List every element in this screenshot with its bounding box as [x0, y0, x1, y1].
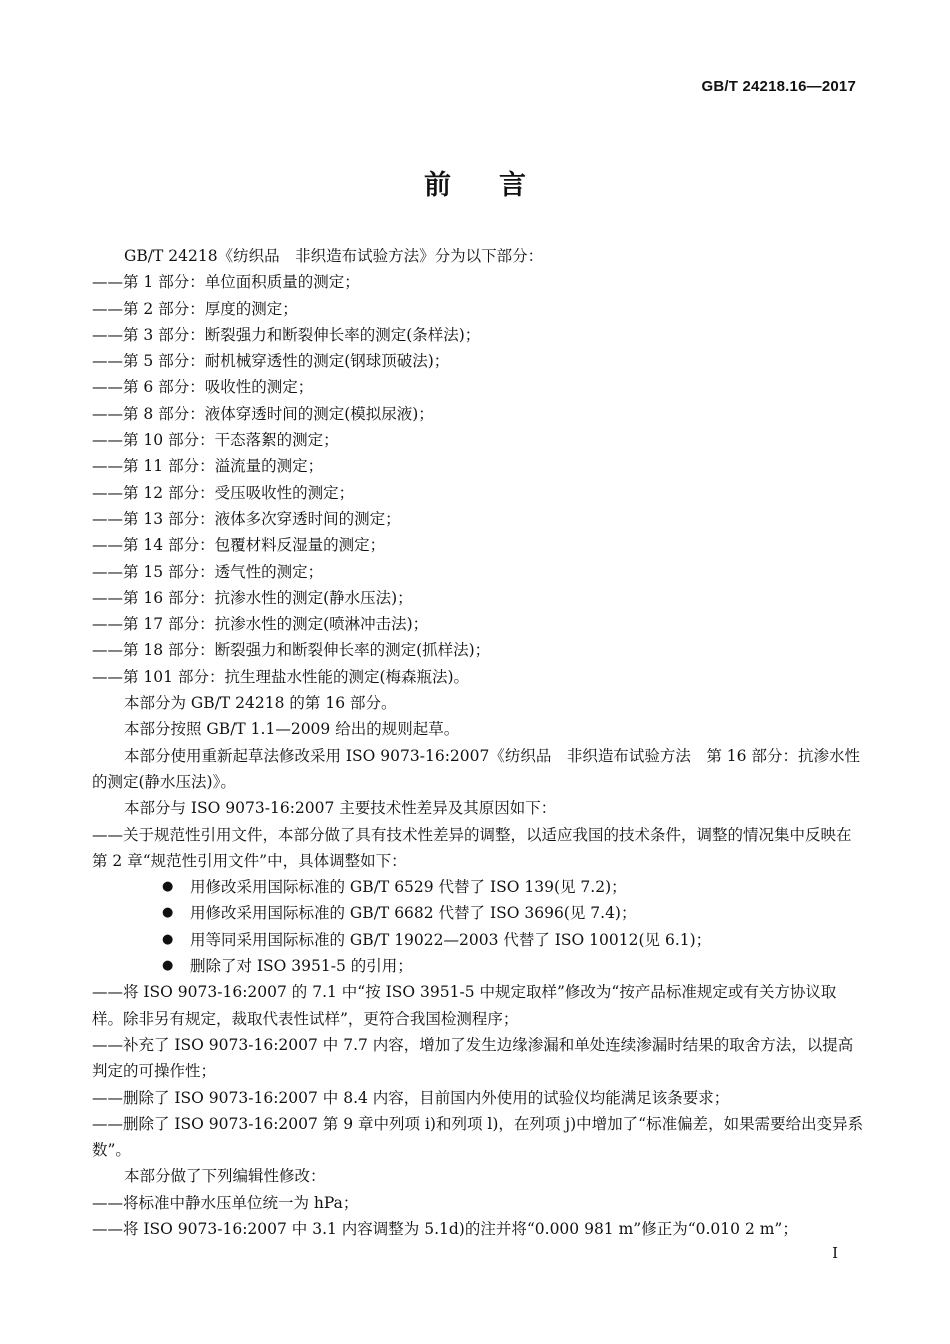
part-item: ——第 13 部分：液体多次穿透时间的测定； [92, 509, 401, 528]
part-item: ——第 16 部分：抗渗水性的测定(静水压法)； [92, 588, 413, 607]
part-of-paragraph: 本部分为 GB/T 24218 的第 16 部分。 [124, 694, 397, 713]
part-item: ——第 14 部分：包覆材料反湿量的测定； [92, 536, 386, 555]
editorial-item: ——将标准中静水压单位统一为 hPa； [92, 1193, 359, 1212]
bullet-item: ● 用修改采用国际标准的 GB/T 6529 代替了 ISO 139(见 7.2)； [92, 874, 864, 900]
intro-paragraph: GB/T 24218《纺织品 非织造布试验方法》分为以下部分： [124, 247, 544, 265]
part-item: ——第 8 部分：液体穿透时间的测定(模拟尿液)； [92, 404, 434, 423]
page-title: 前言 [424, 170, 574, 201]
diff-item: ——删除了 ISO 9073-16:2007 第 9 章中列项 i)和列项 l)，在列项 j)中增加了“标准偏差，如果需要给出变异系数”。 [92, 1114, 864, 1160]
diff-item: ——删除了 ISO 9073-16:2007 中 8.4 内容，目前国内外使用的试验仪均能满足该条要求； [92, 1088, 730, 1107]
diff-item: ——将 ISO 9073-16:2007 的 7.1 中“按 ISO 3951-5 中规定取样”修改为“按产品标准规定或有关方协议取样。除非另有规定，裁取代表性试样”，更符合我国检测程序； [92, 983, 837, 1028]
part-item: ——第 11 部分：溢流量的测定； [92, 457, 324, 476]
editorial-heading: 本部分做了下列编辑性修改： [124, 1167, 326, 1186]
editorial-item: ——将 ISO 9073-16:2007 中 3.1 内容调整为 5.1d)的注并将“0.000 981 m”修正为“0.010 2 m”； [92, 1219, 798, 1238]
standard-number: GB/T 24218.16—2017 [701, 78, 856, 95]
part-item: ——第 1 部分：单位面积质量的测定； [92, 273, 360, 292]
page-number: I [832, 1244, 838, 1262]
adoption-paragraph: 本部分使用重新起草法修改采用 ISO 9073-16:2007《纺织品 非织造布试验方法 第 16 部分：抗渗水性的测定(静水压法)》。 [92, 746, 860, 791]
part-item: ——第 18 部分：断裂强力和断裂伸长率的测定(抓样法)； [92, 641, 491, 660]
part-item: ——第 17 部分：抗渗水性的测定(喷淋冲击法)； [92, 615, 429, 634]
bullet-item: ● 删除了对 ISO 3951-5 的引用； [92, 953, 864, 979]
bullet-item: ● 用等同采用国际标准的 GB/T 19022—2003 代替了 ISO 10012(见 6.1)； [92, 927, 864, 953]
part-item: ——第 15 部分：透气性的测定； [92, 562, 324, 581]
bullet-icon: ● [162, 879, 174, 895]
document-body [92, 243, 864, 1242]
bullet-icon: ● [162, 905, 174, 921]
part-item: ——第 101 部分：抗生理盐水性能的测定(梅森瓶法)。 [92, 667, 470, 686]
part-item: ——第 2 部分：厚度的测定； [92, 299, 298, 318]
diff-item-references: ——关于规范性引用文件，本部分做了具有技术性差异的调整，以适应我国的技术条件，调整的情况集中反映在第 2 章“规范性引用文件”中，具体调整如下： [92, 825, 852, 870]
part-item: ——第 3 部分：断裂强力和断裂伸长率的测定(条样法)； [92, 325, 481, 344]
bullet-item: ● 用修改采用国际标准的 GB/T 6682 代替了 ISO 3696(见 7.4)； [92, 900, 864, 926]
bullet-list [92, 874, 864, 979]
part-item: ——第 10 部分：干态落絮的测定； [92, 431, 339, 450]
part-item: ——第 12 部分：受压吸收性的测定； [92, 483, 355, 502]
bullet-icon: ● [162, 958, 174, 974]
drafting-rules-paragraph: 本部分按照 GB/T 1.1—2009 给出的规则起草。 [124, 720, 460, 739]
parts-list [92, 269, 864, 690]
differences-heading: 本部分与 ISO 9073-16:2007 主要技术性差异及其原因如下： [124, 799, 557, 818]
part-item: ——第 5 部分：耐机械穿透性的测定(钢球顶破法)； [92, 352, 450, 371]
part-item: ——第 6 部分：吸收性的测定； [92, 378, 314, 397]
diff-item: ——补充了 ISO 9073-16:2007 中 7.7 内容，增加了发生边缘渗漏和单处连续渗漏时结果的取舍方法，以提高判定的可操作性； [92, 1035, 854, 1081]
bullet-icon: ● [162, 931, 174, 947]
